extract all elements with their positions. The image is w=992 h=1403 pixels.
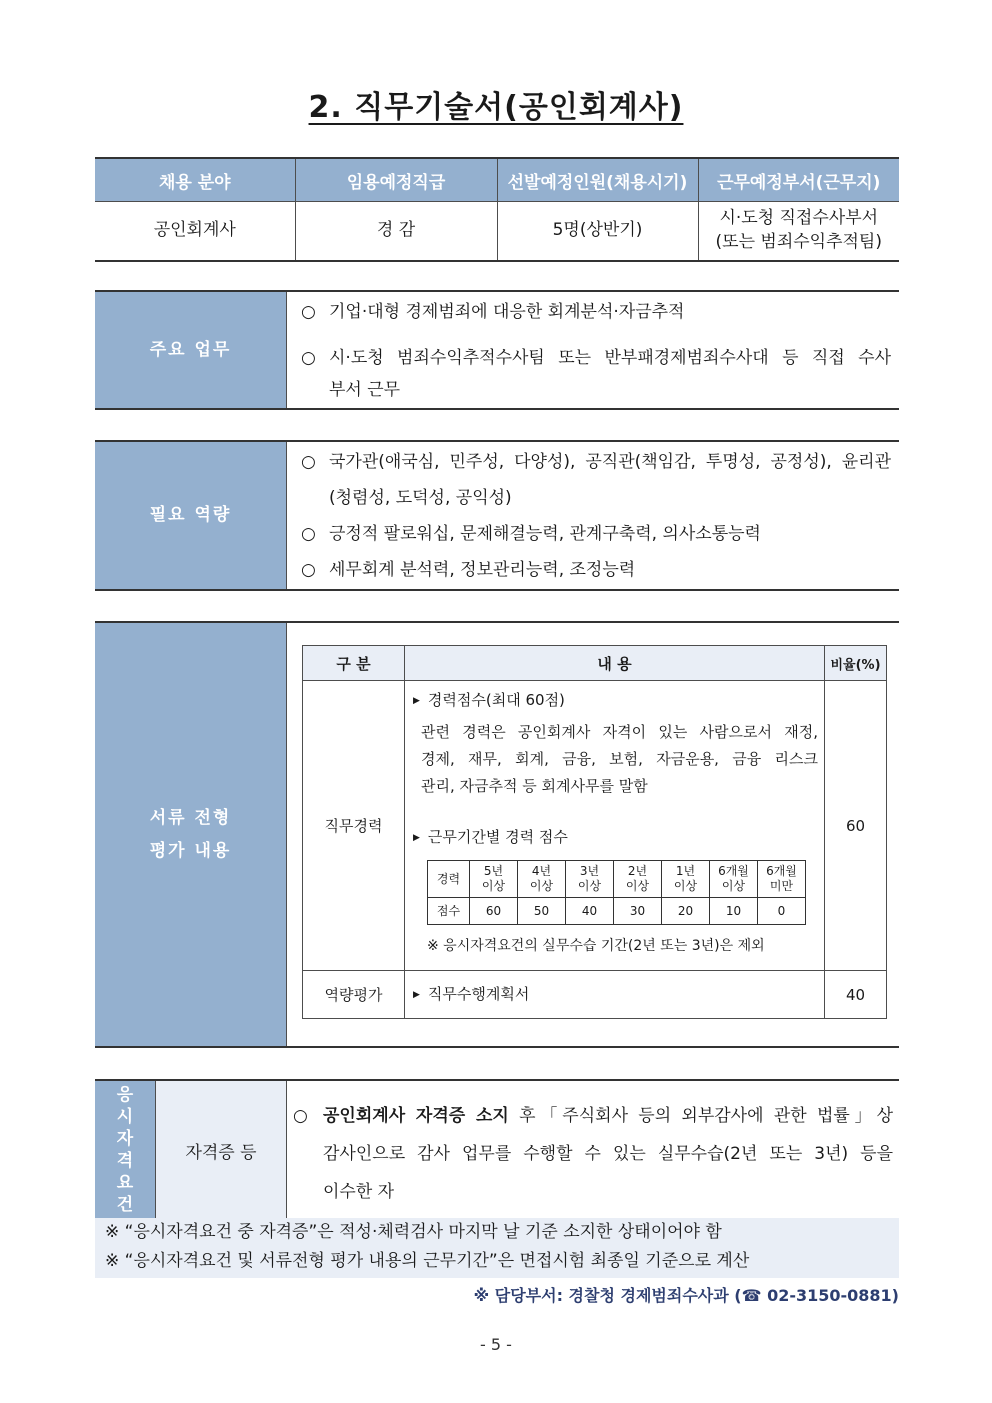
cell-department: 시·도청 직접수사부서 (또는 범죄수익추적팀)	[698, 202, 899, 262]
duty-item-continued: 부서 근무	[329, 380, 401, 400]
qualification-line: 이수한 자	[323, 1182, 395, 1202]
period-cell: 2년 이상	[614, 861, 662, 898]
ability-category: 역량평가	[303, 971, 405, 1019]
period-bullet: ▶ 근무기간별 경력 점수	[413, 828, 568, 846]
score-cell: 0	[758, 898, 806, 925]
duty-item: ○ 기업·대형 경제범죄에 대응한 회계분석·자금추적	[301, 302, 685, 322]
period-cell: 5년 이상	[470, 861, 518, 898]
period-cell: 3년 이상	[566, 861, 614, 898]
page-title: 2. 직무기술서(공인회계사)	[308, 90, 684, 125]
note-line: ※ “응시자격요건 중 자격증”은 적성·체력검사 마지막 날 기준 소지한 상태이어야 함	[105, 1222, 722, 1242]
career-note: ※ 응시자격요건의 실무수습 기간(2년 또는 3년)은 제외	[427, 938, 765, 954]
qualification-line: ○ 공인회계사 자격증 소지 후「주식회사 등의 외부감사에 관한 법률」상	[293, 1106, 893, 1126]
duties-section	[95, 290, 899, 410]
duties-label: 주요 업무	[95, 292, 287, 408]
competency-item: ○ 세무회계 분석력, 정보관리능력, 조정능력	[301, 560, 636, 580]
career-desc-line: 관련 경력은 공인회계사 자격이 있는 사람으로서 재정,	[421, 723, 818, 741]
ability-bullet: ▶ 직무수행계획서	[405, 971, 825, 1019]
eval-header-content: 내 용	[405, 646, 825, 681]
competency-item: ○ 긍정적 팔로워십, 문제해결능력, 관계구축력, 의사소통능력	[301, 524, 761, 544]
evaluation-label: 서류 전형 평가 내용	[95, 623, 287, 1046]
cell-headcount: 5명(상반기)	[497, 202, 698, 262]
career-category: 직무경력	[303, 681, 405, 971]
header-rank: 임용예정직급	[295, 158, 497, 202]
score-cell: 60	[470, 898, 518, 925]
competency-section	[95, 440, 899, 591]
career-desc-line: 관리, 자금추적 등 회계사무를 말함	[421, 777, 648, 795]
career-ratio: 60	[825, 681, 887, 971]
cell-rank: 경 감	[295, 202, 497, 262]
competency-item-continued: (청렴성, 도덕성, 공익성)	[329, 488, 512, 508]
period-cell: 6개월 이상	[710, 861, 758, 898]
eval-header-category: 구 분	[303, 646, 405, 681]
period-cell: 6개월 미만	[758, 861, 806, 898]
header-headcount: 선발예정인원(채용시기)	[497, 158, 698, 202]
qualification-sub-label: 자격증 등	[156, 1081, 287, 1219]
header-field: 채용 분야	[95, 158, 295, 202]
duty-item: ○ 시·도청 범죄수익추적수사팀 또는 반부패경제범죄수사대 등 직접 수사	[301, 348, 891, 368]
period-cell: 4년 이상	[518, 861, 566, 898]
competency-label: 필요 역량	[95, 442, 287, 589]
score-cell: 30	[614, 898, 662, 925]
evaluation-table	[302, 645, 887, 1019]
eval-header-ratio: 비율(%)	[825, 646, 887, 681]
score-row-head: 경력	[428, 861, 470, 898]
ability-ratio: 40	[825, 971, 887, 1019]
career-desc-line: 경제, 재무, 회계, 금융, 보험, 자금운용, 금융 리스크	[421, 750, 818, 768]
contact-info: ※ 담당부서: 경찰청 경제범죄수사과 (☎ 02-3150-0881)	[473, 1286, 899, 1305]
score-cell: 10	[710, 898, 758, 925]
notes-box	[95, 1218, 899, 1278]
qualification-line: 감사인으로 감사 업무를 수행할 수 있는 실무수습(2년 또는 3년) 등을	[323, 1144, 893, 1164]
cell-field: 공인회계사	[95, 202, 295, 262]
score-cell: 20	[662, 898, 710, 925]
score-row-head: 점수	[428, 898, 470, 925]
career-bullet: ▶ 경력점수(최대 60점)	[413, 691, 565, 709]
score-cell: 40	[566, 898, 614, 925]
recruitment-table	[95, 157, 899, 262]
qualification-section	[95, 1079, 899, 1220]
qualification-vertical-label: 응 시 자 격 요 건	[95, 1081, 156, 1219]
score-cell: 50	[518, 898, 566, 925]
period-cell: 1년 이상	[662, 861, 710, 898]
competency-item: ○ 국가관(애국심, 민주성, 다양성), 공직관(책임감, 투명성, 공정성), 윤리관	[301, 452, 891, 472]
career-score-table	[427, 860, 806, 925]
page-number: - 5 -	[480, 1335, 512, 1354]
note-line: ※ “응시자격요건 및 서류전형 평가 내용의 근무기간”은 면접시험 최종일 기준으로 계산	[105, 1251, 750, 1271]
header-department: 근무예정부서(근무지)	[698, 158, 899, 202]
